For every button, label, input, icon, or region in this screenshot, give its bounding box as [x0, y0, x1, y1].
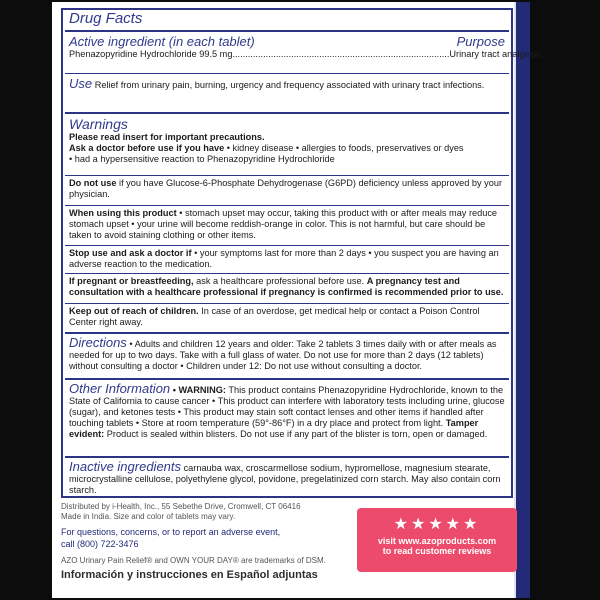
do-not-use-text: if you have Glucose-6-Phosphate Dehydrogenase (G6PD) deficiency unless approved by your physician.: [69, 178, 503, 199]
active-ingredient-section: [65, 32, 541, 74]
reviews-promo-badge: [357, 508, 517, 572]
stop-use-section: [65, 246, 509, 274]
distributor-info: [61, 502, 341, 581]
keep-out-label: Keep out of reach of children.: [69, 306, 199, 316]
made-in-line: Made in India. Size and color of tablets may vary.: [61, 512, 236, 521]
keep-out-text: In case of an overdose, get medical help or contact a Poison Control Center right away.: [69, 306, 480, 327]
drug-facts-title: Drug Facts: [69, 10, 143, 27]
insert-note: Please read insert for important precautions.: [69, 132, 265, 142]
when-using-label: When using this product: [69, 208, 177, 218]
stop-use-text: • your symptoms last for more than 2 days • you suspect you are having an adverse reaction to the medication.: [69, 248, 499, 269]
warnings-heading: Warnings: [69, 116, 128, 132]
ask-doctor-text-2: • had a hypersensitive reaction to Phenazopyridine Hydrochloride: [69, 154, 335, 164]
directions-text: • Adults and children 12 years and older: Take 2 tablets 3 times daily with or after meals as needed for up to two days. Take with a full glass of water. Do not use for more than 2 days (12 tablets) without consulting a doctor • Children under 12: Do not use without consulting a doctor.: [69, 339, 497, 371]
package-back: [52, 2, 541, 598]
inactive-ingredients-text: carnauba wax, croscarmellose sodium, hypromellose, magnesium stearate, microcrystalline cellulose, polyethylene glycol, povidone, pregelatinized corn starch. May also contain corn starch.: [69, 463, 501, 495]
other-information-heading: Other Information: [69, 381, 171, 396]
questions-line: For questions, concerns, or to report an adverse event,: [61, 527, 281, 537]
trademark-line: AZO Urinary Pain Relief® and OWN YOUR DAY® are trademarks of DSM.: [61, 556, 326, 565]
leader-dots: .....................................................................................: [232, 49, 450, 59]
promo-subtitle: to read customer reviews: [382, 546, 492, 556]
tamper-evident-label: Tamper evident:: [69, 418, 479, 439]
stop-use-label: Stop use and ask a doctor if: [69, 248, 192, 258]
when-using-section: [65, 206, 509, 246]
warnings-intro: [65, 114, 509, 176]
distributor-line: Distributed by i-Health, Inc., 55 Sebethe Drive, Cromwell, CT 06416: [61, 502, 301, 511]
directions-section: [65, 334, 509, 380]
phone-line: call (800) 722-3476: [61, 539, 139, 549]
drug-facts-header: [65, 10, 509, 32]
rating-stars-icon: ★★★★★: [393, 516, 481, 533]
package-edge: [516, 2, 530, 598]
keep-out-section: [65, 304, 509, 334]
inactive-ingredients-section: [65, 458, 509, 496]
other-warning-label: • WARNING:: [172, 385, 226, 395]
other-information-section: [65, 380, 509, 458]
promo-url: visit www.azoproducts.com: [377, 536, 497, 546]
use-heading: Use: [69, 76, 93, 91]
inactive-ingredients-heading: Inactive ingredients: [69, 459, 182, 474]
do-not-use-label: Do not use: [69, 178, 117, 188]
pregnancy-label: If pregnant or breastfeeding,: [69, 276, 194, 286]
drug-facts-panel: [61, 8, 541, 498]
ingredient-name: Phenazopyridine Hydrochloride 99.5 mg: [69, 49, 233, 59]
other-information-text: This product contains Phenazopyridine Hydrochloride, known to the State of California to cause cancer • This product can interfere with laboratory tests including urine, glucose (sugar), and ketones tests • This product may stain soft contact lenses and other items if handled after touching tablets • Store at room temperature (59°-86°F) in a dry place and protect from light.: [69, 385, 505, 428]
active-ingredient-heading: Active ingredient (in each tablet): [69, 34, 255, 49]
directions-heading: Directions: [69, 335, 127, 350]
pregnancy-section: [65, 274, 509, 304]
ask-doctor-label: Ask a doctor before use if you have: [69, 143, 225, 153]
pregnancy-bold-text: A pregnancy test and consultation with a healthcare professional if pregnancy is confirmed is recommended prior to use.: [69, 276, 504, 297]
ingredient-purpose: Urinary tract analgesic: [449, 49, 541, 59]
pregnancy-text: ask a healthcare professional before use.: [196, 276, 365, 286]
spanish-note: Información y instrucciones en Español adjuntas: [61, 569, 318, 581]
purpose-heading: Purpose: [456, 34, 505, 49]
use-text: Relief from urinary pain, burning, urgency and frequency associated with urinary tract infections.: [94, 80, 485, 90]
ask-doctor-text: • kidney disease • allergies to foods, preservatives or dyes: [226, 143, 464, 153]
tamper-evident-text: Product is sealed within blisters. Do not use if any part of the blister is torn, open or damaged.: [106, 429, 488, 439]
use-section: [65, 74, 509, 114]
do-not-use-section: [65, 176, 509, 206]
when-using-text: • stomach upset may occur, taking this product with or after meals may reduce stomach upset • your urine will become reddish-orange in color. This is not harmful, but care should be taken to avoid staining clothing or other items.: [69, 208, 498, 240]
